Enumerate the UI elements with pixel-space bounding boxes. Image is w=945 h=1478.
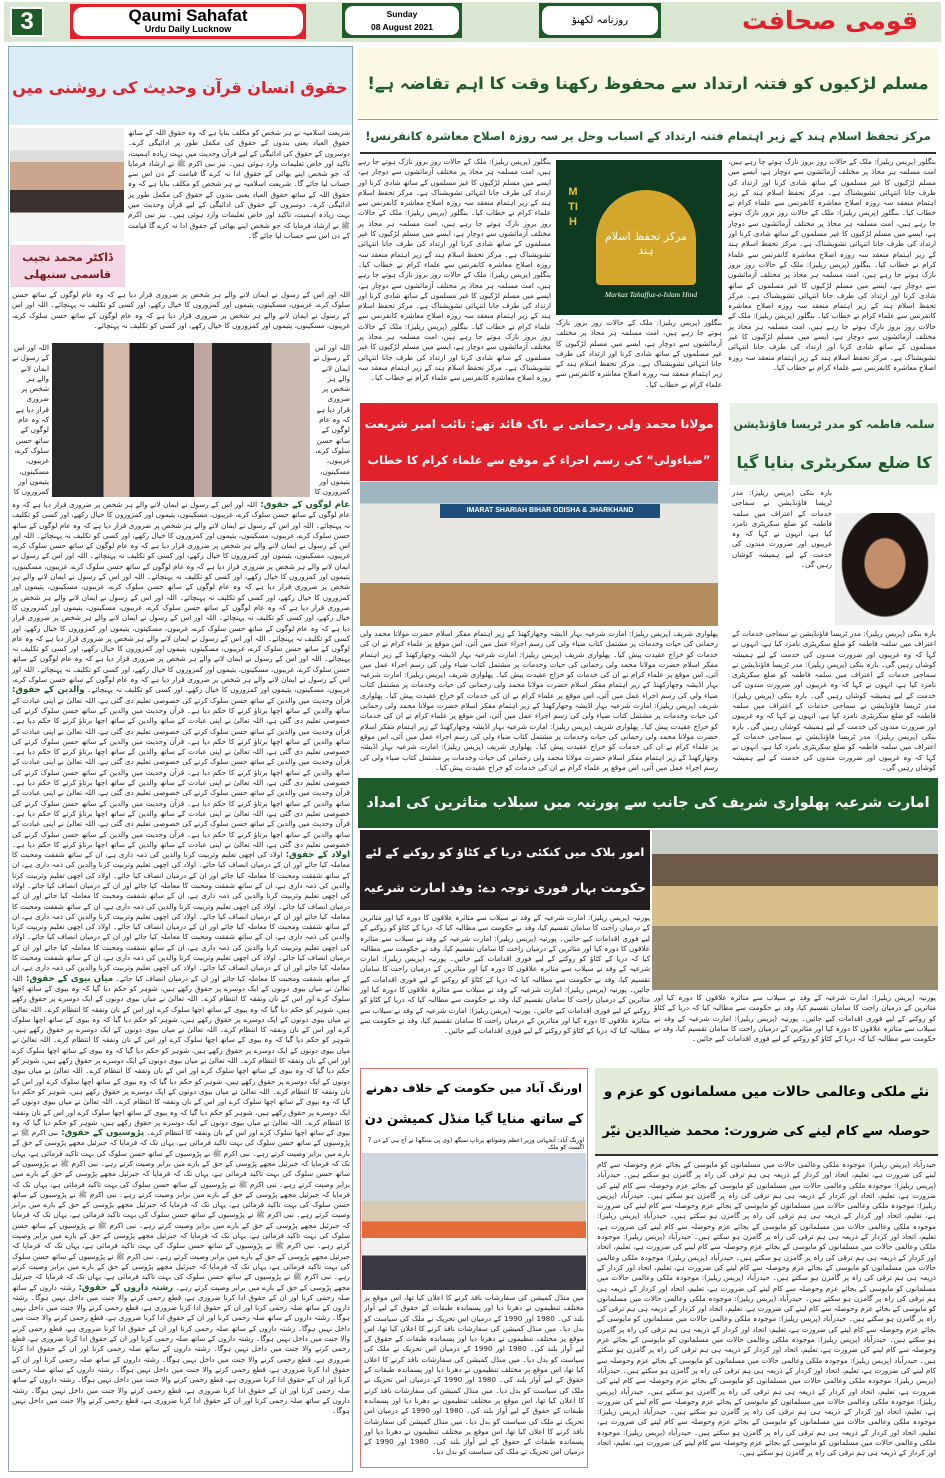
main-subheadline: مرکز تحفظ اسلام ہند کے زیر اہتمام فتنہ ارتداد کے اسباب وحل پر سہ روزہ اصلاح معاشرہ کانفرنس! (365, 129, 931, 143)
section-title: رشتہ داروں کے حقوق: (75, 1282, 174, 1293)
aurangabad-text: میں منڈل کمیشن کی سفارشات نافذ کرنے کا اعلان کیا تھا، اس موقع پر مختلف تنظیموں نے دھرنا دیا اور پسماندہ طبقات کے حقوق کے لیے آواز بلند کی۔ 1980 اور 1990 کے درمیان اس تحریک نے ملک کی سیاست کو بدل دیا۔ میں منڈل کمیشن کی سفارشات نافذ کرنے کا اعلان کیا تھا، اس موقع پر مختلف تنظیموں نے دھرنا دیا اور پسماندہ طبقات کے حقوق کے لیے آواز بلند کی۔ 1980 اور 1990 کے درمیان اس تحریک نے ملک کی سیاست کو بدل دیا۔ میں منڈل کمیشن کی سفارشات نافذ کرنے کا اعلان کیا تھا، اس موقع پر مختلف تنظیموں نے دھرنا دیا اور پسماندہ طبقات کے حقوق کے لیے آواز بلند کی۔ 1980 اور 1990 کے درمیان اس تحریک نے ملک کی سیاست کو بدل دیا۔ میں منڈل کمیشن کی سفارشات نافذ کرنے کا اعلان کیا تھا، اس موقع پر مختلف تنظیموں نے دھرنا دیا اور پسماندہ طبقات کے حقوق کے لیے آواز بلند کی۔ 1980 اور 1990 کے درمیان اس تحریک نے ملک کی سیاست کو بدل دیا۔ میں منڈل کمیشن کی سفارشات نافذ کرنے کا اعلان کیا تھا، اس موقع پر مختلف تنظیموں نے دھرنا دیا اور پسماندہ طبقات کے حقوق کے لیے آواز بلند کی۔ 1980 اور 1990 کے درمیان اس تحریک نے ملک کی سیاست کو بدل دیا۔ (364, 1293, 585, 1457)
rahmani-text: پھلواری شریف (پریس ریلیز): امارت شرعیہ بہار اڈیشہ وجھارکھنڈ کے زیر اہتمام مفکر اسلام حضرت مولانا محمد ولی رحمانی کی حیات وخدمات پر مشتمل کتاب ضیاء ولی کی رسم اجراء عمل میں آئی، اس موقع پر علماء کرام نے ان کی خدمات کو خراج عقیدت پیش کیا۔ پھلواری شریف (پریس ریلیز): امارت شرعیہ بہار اڈیشہ وجھارکھنڈ کے زیر اہتمام مفکر اسلام حضرت مولانا محمد ولی رحمانی کی حیات وخدمات پر مشتمل کتاب ضیاء ولی کی رسم اجراء عمل میں آئی، اس موقع پر علماء کرام نے ان کی خدمات کو خراج عقیدت پیش کیا۔ پھلواری شریف (پریس ریلیز): امارت شرعیہ بہار اڈیشہ وجھارکھنڈ کے زیر اہتمام مفکر اسلام حضرت مولانا محمد ولی رحمانی کی حیات وخدمات پر مشتمل کتاب ضیاء ولی کی رسم اجراء عمل میں آئی، اس موقع پر علماء کرام نے ان کی خدمات کو خراج عقیدت پیش کیا۔ پھلواری شریف (پریس ریلیز): امارت شرعیہ بہار اڈیشہ وجھارکھنڈ کے زیر اہتمام مفکر اسلام حضرت مولانا محمد ولی رحمانی کی حیات وخدمات پر مشتمل کتاب ضیاء ولی کی رسم اجراء عمل میں آئی، اس موقع پر علماء کرام نے ان کی خدمات کو خراج عقیدت پیش کیا۔ پھلواری شریف (پریس ریلیز): امارت شرعیہ بہار اڈیشہ وجھارکھنڈ کے زیر اہتمام مفکر اسلام حضرت مولانا محمد ولی رحمانی کی حیات وخدمات پر مشتمل کتاب ضیاء ولی کی رسم اجراء عمل میں آئی، اس موقع پر علماء کرام نے ان کی خدمات کو خراج عقیدت پیش کیا۔ پھلواری شریف (پریس ریلیز): امارت شرعیہ بہار اڈیشہ وجھارکھنڈ کے زیر اہتمام مفکر اسلام حضرت مولانا محمد ولی رحمانی کی حیات وخدمات پر مشتمل کتاب ضیاء ولی کی رسم اجراء عمل میں آئی، اس موقع پر علماء کرام نے ان کی خدمات کو خراج عقیدت پیش کیا۔ (360, 629, 718, 772)
left-body-text: اللہ اور اس کے رسول نے ایمان لانے والے ہر شخص پر ضروری قرار دیا ہے کہ وہ عام لوگوں کے ساتھ حسن سلوک کرے، غریبوں، مسکینوں، یتیموں اور کمزوروں کا خیال رکھے، اور کسی کو تکلیف نہ پہنچائے۔ اللہ اور اس کے رسول نے ایمان لانے والے ہر شخص پر ضروری قرار دیا ہے کہ وہ عام لوگوں کے ساتھ حسن سلوک کرے، غریبوں، مسکینوں، یتیموں اور کمزوروں کا خیال رکھے، اور کسی کو تکلیف نہ پہنچائے۔ (12, 290, 350, 330)
salma-headline-2: کا ضلع سکریٹری بنایا گیا (736, 453, 932, 472)
main-text-col2: بنگلور (پریس ریلیز): ملک کے حالات روز بروز نازک ہوتے جا رہے ہیں، امت مسلمہ ہر محاذ پر مختلف آزمائشوں سے دوچار ہے، ایسے میں مسلم لڑکیوں کا غیر مسلموں کے ساتھ شادی کرنا اور ارتداد کی طرف جانا انتہائی تشویشناک ہے۔ مرکز تحفظ اسلام ہند کے زیر اہتمام منعقد سہ روزہ اصلاح معاشرہ کانفرنس سے علماء کرام نے خطاب کیا۔ بنگلور (پریس ریلیز): ملک کے حالات روز بروز نازک ہوتے جا رہے ہیں، امت مسلمہ ہر محاذ پر مختلف آزمائشوں سے دوچار ہے، ایسے میں مسلم لڑکیوں کا غیر مسلموں کے ساتھ شادی کرنا اور ارتداد کی طرف جانا انتہائی تشویشناک ہے۔ مرکز تحفظ اسلام ہند کے زیر اہتمام منعقد سہ روزہ اصلاح معاشرہ کانفرنس سے علماء کرام نے خطاب کیا۔ بنگلور (پریس ریلیز): ملک کے حالات روز بروز نازک ہوتے جا رہے ہیں، امت مسلمہ ہر محاذ پر مختلف آزمائشوں سے دوچار ہے، ایسے میں مسلم لڑکیوں کا غیر مسلموں کے ساتھ شادی کرنا اور ارتداد کی طرف جانا انتہائی تشویشناک ہے۔ مرکز تحفظ اسلام ہند کے زیر اہتمام منعقد سہ روزہ اصلاح معاشرہ کانفرنس سے علماء کرام نے خطاب کیا۔ بنگلور (پریس ریلیز): ملک کے حالات روز بروز نازک ہوتے جا رہے ہیں، امت مسلمہ ہر محاذ پر مختلف آزمائشوں سے دوچار ہے، ایسے میں مسلم لڑکیوں کا غیر مسلموں کے ساتھ شادی کرنا اور ارتداد کی طرف جانا انتہائی تشویشناک ہے۔ مرکز تحفظ اسلام ہند کے زیر اہتمام منعقد سہ روزہ اصلاح معاشرہ کانفرنس سے علماء کرام نے خطاب کیا۔ (358, 157, 551, 383)
logo-en: Markaz Tahaffuz-e-Islam Hind (604, 290, 698, 299)
author-name: ڈاکٹر محمد نجیب قاسمی سنبھلی (22, 251, 113, 281)
paper-name-box (70, 4, 306, 39)
logo-urdu: مرکز تحفظ اسلام ہند (604, 230, 688, 257)
section-text: رشتہ داروں کے ساتھ صلہ رحمی کرنا اور ان کے حقوق ادا کرنا ضروری ہے، قطع رحمی کرنے والا جنت میں داخل نہیں ہوگا۔ رشتہ داروں کے ساتھ صلہ رحمی کرنا اور ان کے حقوق ادا کرنا ضروری ہے، قطع رحمی کرنے والا جنت میں داخل نہیں ہوگا۔ رشتہ داروں کے ساتھ صلہ رحمی کرنا اور ان کے حقوق ادا کرنا ضروری ہے، قطع رحمی کرنے والا جنت میں داخل نہیں ہوگا۔ رشتہ داروں کے ساتھ صلہ رحمی کرنا اور ان کے حقوق ادا کرنا ضروری ہے، قطع رحمی کرنے والا جنت میں داخل نہیں ہوگا۔ رشتہ داروں کے ساتھ صلہ رحمی کرنا اور ان کے حقوق ادا کرنا ضروری ہے، قطع رحمی کرنے والا جنت میں داخل نہیں ہوگا۔ رشتہ داروں کے ساتھ صلہ رحمی کرنا اور ان کے حقوق ادا کرنا ضروری ہے، قطع رحمی کرنے والا جنت میں داخل نہیں ہوگا۔ رشتہ داروں کے ساتھ صلہ رحمی کرنا اور ان کے حقوق ادا کرنا ضروری ہے، قطع رحمی کرنے والا جنت میں داخل نہیں ہوگا۔ رشتہ داروں کے ساتھ صلہ رحمی کرنا اور ان کے حقوق ادا کرنا ضروری ہے، قطع رحمی کرنے والا جنت میں داخل نہیں ہوگا۔ رشتہ داروں کے ساتھ صلہ رحمی کرنا اور ان کے حقوق ادا کرنا ضروری ہے، قطع رحمی کرنے والا جنت میں داخل نہیں ہوگا۔ رشتہ داروں کے ساتھ صلہ رحمی کرنا اور ان کے حقوق ادا کرنا ضروری ہے، قطع رحمی کرنے والا جنت میں داخل نہیں ہوگا۔ (12, 1282, 350, 1416)
flood-box-line-2: حکومت بہار فوری توجہ دے: وفد امارت شرعیہ (363, 880, 646, 895)
zia-headline-2: حوصلہ سے کام لینے کی ضرورت: محمد ضیاالدین نیّر (602, 1124, 931, 1139)
roznama-box (539, 3, 661, 38)
flood-box-line-1: امور بلاک میں کنکئی دریا کے کٹاؤ کو روکنے کے لئے (365, 845, 645, 859)
main-text-under-logo: بنگلور (پریس ریلیز): ملک کے حالات روز بروز نازک ہوتے جا رہے ہیں، امت مسلمہ ہر محاذ پر مختلف آزمائشوں سے دوچار ہے، ایسے میں مسلم لڑکیوں کا غیر مسلموں کے ساتھ شادی کرنا اور ارتداد کی طرف جانا انتہائی تشویشناک ہے۔ مرکز تحفظ اسلام ہند کے زیر اہتمام منعقد سہ روزہ اصلاح معاشرہ کانفرنس سے علماء کرام نے خطاب کیا۔ (556, 318, 722, 389)
section-title: عام لوگوں کے حقوق: (257, 500, 350, 510)
zia-text: حیدرآباد (پریس ریلیز): موجودہ ملکی وعالمی حالات میں مسلمانوں کو مایوسی کے بجائے عزم وحوصلہ سے کام لینے کی ضرورت ہے، تعلیم، اتحاد اور کردار کے ذریعہ ہی ہم ترقی کی راہ پر گامزن ہو سکتے ہیں۔ حیدرآباد (پریس ریلیز): موجودہ ملکی وعالمی حالات میں مسلمانوں کو مایوسی کے بجائے عزم وحوصلہ سے کام لینے کی ضرورت ہے، تعلیم، اتحاد اور کردار کے ذریعہ ہی ہم ترقی کی راہ پر گامزن ہو سکتے ہیں۔ حیدرآباد (پریس ریلیز): موجودہ ملکی وعالمی حالات میں مسلمانوں کو مایوسی کے بجائے عزم وحوصلہ سے کام لینے کی ضرورت ہے، تعلیم، اتحاد اور کردار کے ذریعہ ہی ہم ترقی کی راہ پر گامزن ہو سکتے ہیں۔ حیدرآباد (پریس ریلیز): موجودہ ملکی وعالمی حالات میں مسلمانوں کو مایوسی کے بجائے عزم وحوصلہ سے کام لینے کی ضرورت ہے، تعلیم، اتحاد اور کردار کے ذریعہ ہی ہم ترقی کی راہ پر گامزن ہو سکتے ہیں۔ حیدرآباد (پریس ریلیز): موجودہ ملکی وعالمی حالات میں مسلمانوں کو مایوسی کے بجائے عزم وحوصلہ سے کام لینے کی ضرورت ہے، تعلیم، اتحاد اور کردار کے ذریعہ ہی ہم ترقی کی راہ پر گامزن ہو سکتے ہیں۔ حیدرآباد (پریس ریلیز): موجودہ ملکی وعالمی حالات میں مسلمانوں کو مایوسی کے بجائے عزم وحوصلہ سے کام لینے کی ضرورت ہے، تعلیم، اتحاد اور کردار کے ذریعہ ہی ہم ترقی کی راہ پر گامزن ہو سکتے ہیں۔ حیدرآباد (پریس ریلیز): موجودہ ملکی وعالمی حالات میں مسلمانوں کو مایوسی کے بجائے عزم وحوصلہ سے کام لینے کی ضرورت ہے، تعلیم، اتحاد اور کردار کے ذریعہ ہی ہم ترقی کی راہ پر گامزن ہو سکتے ہیں۔ حیدرآباد (پریس ریلیز): موجودہ ملکی وعالمی حالات میں مسلمانوں کو مایوسی کے بجائے عزم وحوصلہ سے کام لینے کی ضرورت ہے، تعلیم، اتحاد اور کردار کے ذریعہ ہی ہم ترقی کی راہ پر گامزن ہو سکتے ہیں۔ حیدرآباد (پریس ریلیز): موجودہ ملکی وعالمی حالات میں مسلمانوں کو مایوسی کے بجائے عزم وحوصلہ سے کام لینے کی ضرورت ہے، تعلیم، اتحاد اور کردار کے ذریعہ ہی ہم ترقی کی راہ پر گامزن ہو سکتے ہیں۔ حیدرآباد (پریس ریلیز): موجودہ ملکی وعالمی حالات میں مسلمانوں کو مایوسی کے بجائے عزم وحوصلہ سے کام لینے کی ضرورت ہے، تعلیم، اتحاد اور کردار کے ذریعہ ہی ہم ترقی کی راہ پر گامزن ہو سکتے ہیں۔ حیدرآباد (پریس ریلیز): موجودہ ملکی وعالمی حالات میں مسلمانوں کو مایوسی کے بجائے عزم وحوصلہ سے کام لینے کی ضرورت ہے، تعلیم، اتحاد اور کردار کے ذریعہ ہی ہم ترقی کی راہ پر گامزن ہو سکتے ہیں۔ حیدرآباد (پریس ریلیز): موجودہ ملکی وعالمی حالات میں مسلمانوں کو مایوسی کے بجائے عزم وحوصلہ سے کام لینے کی ضرورت ہے، تعلیم، اتحاد اور کردار کے ذریعہ ہی ہم ترقی کی راہ پر گامزن ہو سکتے ہیں۔ حیدرآباد (پریس ریلیز): موجودہ ملکی وعالمی حالات میں مسلمانوں کو مایوسی کے بجائے عزم وحوصلہ سے کام لینے کی ضرورت ہے، تعلیم، اتحاد اور کردار کے ذریعہ ہی ہم ترقی کی راہ پر گامزن ہو سکتے ہیں۔ حیدرآباد (پریس ریلیز): موجودہ ملکی وعالمی حالات میں مسلمانوں کو مایوسی کے بجائے عزم وحوصلہ سے کام لینے کی ضرورت ہے، تعلیم، اتحاد اور کردار کے ذریعہ ہی ہم ترقی کی راہ پر گامزن ہو سکتے ہیں۔ حیدرآباد (پریس ریلیز): موجودہ ملکی وعالمی حالات میں مسلمانوں کو مایوسی کے بجائے عزم وحوصلہ سے کام لینے کی ضرورت ہے، تعلیم، اتحاد اور کردار کے ذریعہ ہی ہم ترقی کی راہ پر گامزن ہو سکتے ہیں۔ (597, 1160, 936, 1458)
section-text: اولاد کی اچھی تعلیم وتربیت کرنا والدین کی ذمہ داری ہے، ان کے ساتھ شفقت ومحبت کا معاملہ کیا جائے اور ان کے درمیان انصاف کیا جائے۔ اولاد کی اچھی تعلیم وتربیت کرنا والدین کی ذمہ داری ہے، ان کے ساتھ شفقت ومحبت کا معاملہ کیا جائے اور ان کے درمیان انصاف کیا جائے۔ اولاد کی اچھی تعلیم وتربیت کرنا والدین کی ذمہ داری ہے، ان کے ساتھ شفقت ومحبت کا معاملہ کیا جائے اور ان کے درمیان انصاف کیا جائے۔ اولاد کی اچھی تعلیم وتربیت کرنا والدین کی ذمہ داری ہے، ان کے ساتھ شفقت ومحبت کا معاملہ کیا جائے اور ان کے درمیان انصاف کیا جائے۔ اولاد کی اچھی تعلیم وتربیت کرنا والدین کی ذمہ داری ہے، ان کے ساتھ شفقت ومحبت کا معاملہ کیا جائے اور ان کے درمیان انصاف کیا جائے۔ اولاد کی اچھی تعلیم وتربیت کرنا والدین کی ذمہ داری ہے، ان کے ساتھ شفقت ومحبت کا معاملہ کیا جائے اور ان کے درمیان انصاف کیا جائے۔ اولاد کی اچھی تعلیم وتربیت کرنا والدین کی ذمہ داری ہے، ان کے ساتھ شفقت ومحبت کا معاملہ کیا جائے اور ان کے درمیان انصاف کیا جائے۔ اولاد کی اچھی تعلیم وتربیت کرنا والدین کی ذمہ داری ہے، ان کے ساتھ شفقت ومحبت کا معاملہ کیا جائے اور ان کے درمیان انصاف کیا جائے۔ اولاد کی اچھی تعلیم وتربیت کرنا والدین کی ذمہ داری ہے، ان کے ساتھ شفقت ومحبت کا معاملہ کیا جائے اور ان کے درمیان انصاف کیا جائے۔ اولاد کی اچھی تعلیم وتربیت کرنا والدین کی ذمہ داری ہے، ان کے ساتھ شفقت ومحبت کا معاملہ کیا جائے اور ان کے درمیان انصاف کیا جائے۔ (12, 850, 350, 983)
left-side-text-right: اللہ اور اس کے رسول نے ایمان لانے والے ہر شخص پر ضروری قرار دیا ہے کہ وہ عام لوگوں کے ساتھ حسن سلوک کرے، غریبوں، مسکینوں، یتیموں اور کمزوروں کا (313, 343, 350, 497)
logo-letters: MTIH (568, 186, 578, 228)
paper-tagline: Urdu Daily Lucknow (144, 24, 232, 34)
main-headline: مسلم لڑکیوں کو فتنہ ارتداد سے محفوظ رکھنا وقت کا اہم تقاضہ ہے! (367, 74, 929, 93)
salma-photo (835, 513, 935, 625)
flood-banner: امارت شرعیہ پھلواری شریف کی جانب سے پورنیہ میں سیلاب متاثرین کی امداد (366, 795, 930, 811)
main-text-col1: بنگلور (پریس ریلیز): ملک کے حالات روز بروز نازک ہوتے جا رہے ہیں، امت مسلمہ ہر محاذ پر مختلف آزمائشوں سے دوچار ہے، ایسے میں مسلم لڑکیوں کا غیر مسلموں کے ساتھ شادی کرنا اور ارتداد کی طرف جانا انتہائی تشویشناک ہے۔ مرکز تحفظ اسلام ہند کے زیر اہتمام منعقد سہ روزہ اصلاح معاشرہ کانفرنس سے علماء کرام نے خطاب کیا۔ بنگلور (پریس ریلیز): ملک کے حالات روز بروز نازک ہوتے جا رہے ہیں، امت مسلمہ ہر محاذ پر مختلف آزمائشوں سے دوچار ہے، ایسے میں مسلم لڑکیوں کا غیر مسلموں کے ساتھ شادی کرنا اور ارتداد کی طرف جانا انتہائی تشویشناک ہے۔ مرکز تحفظ اسلام ہند کے زیر اہتمام منعقد سہ روزہ اصلاح معاشرہ کانفرنس سے علماء کرام نے خطاب کیا۔ بنگلور (پریس ریلیز): ملک کے حالات روز بروز نازک ہوتے جا رہے ہیں، امت مسلمہ ہر محاذ پر مختلف آزمائشوں سے دوچار ہے، ایسے میں مسلم لڑکیوں کا غیر مسلموں کے ساتھ شادی کرنا اور ارتداد کی طرف جانا انتہائی تشویشناک ہے۔ مرکز تحفظ اسلام ہند کے زیر اہتمام منعقد سہ روزہ اصلاح معاشرہ کانفرنس سے علماء کرام نے خطاب کیا۔ بنگلور (پریس ریلیز): ملک کے حالات روز بروز نازک ہوتے جا رہے ہیں، امت مسلمہ ہر محاذ پر مختلف آزمائشوں سے دوچار ہے، ایسے میں مسلم لڑکیوں کا غیر مسلموں کے ساتھ شادی کرنا اور ارتداد کی طرف جانا انتہائی تشویشناک ہے۔ مرکز تحفظ اسلام ہند کے زیر اہتمام منعقد سہ روزہ اصلاح معاشرہ کانفرنس سے علماء کرام نے خطاب کیا۔ (728, 157, 936, 372)
section-title: اولاد کے حقوق: (282, 850, 350, 861)
book-release-photo (360, 482, 718, 626)
aurangabad-headline-2: کے ساتھ منایا گیا منڈل کمیشن دن (364, 1112, 584, 1127)
day: Sunday (386, 9, 418, 19)
section-text: اللہ اور اس کے رسول نے ایمان لانے والے ہر شخص پر ضروری قرار دیا ہے کہ وہ عام لوگوں کے ساتھ حسن سلوک کرے، غریبوں، مسکینوں، یتیموں اور کمزوروں کا خیال رکھے، اور کسی کو تکلیف نہ پہنچائے۔ اللہ اور اس کے رسول نے ایمان لانے والے ہر شخص پر ضروری قرار دیا ہے کہ وہ عام لوگوں کے ساتھ حسن سلوک کرے، غریبوں، مسکینوں، یتیموں اور کمزوروں کا خیال رکھے، اور کسی کو تکلیف نہ پہنچائے۔ اللہ اور اس کے رسول نے ایمان لانے والے ہر شخص پر ضروری قرار دیا ہے کہ وہ عام لوگوں کے ساتھ حسن سلوک کرے، غریبوں، مسکینوں، یتیموں اور کمزوروں کا خیال رکھے، اور کسی کو تکلیف نہ پہنچائے۔ اللہ اور اس کے رسول نے ایمان لانے والے ہر شخص پر ضروری قرار دیا ہے کہ وہ عام لوگوں کے ساتھ حسن سلوک کرے، غریبوں، مسکینوں، یتیموں اور کمزوروں کا خیال رکھے، اور کسی کو تکلیف نہ پہنچائے۔ اللہ اور اس کے رسول نے ایمان لانے والے ہر شخص پر ضروری قرار دیا ہے کہ وہ عام لوگوں کے ساتھ حسن سلوک کرے، غریبوں، مسکینوں، یتیموں اور کمزوروں کا خیال رکھے، اور کسی کو تکلیف نہ پہنچائے۔ اللہ اور اس کے رسول نے ایمان لانے والے ہر شخص پر ضروری قرار دیا ہے کہ وہ عام لوگوں کے ساتھ حسن سلوک کرے، غریبوں، مسکینوں، یتیموں اور کمزوروں کا خیال رکھے، اور کسی کو تکلیف نہ پہنچائے۔ اللہ اور اس کے رسول نے ایمان لانے والے ہر شخص پر ضروری قرار دیا ہے کہ وہ عام لوگوں کے ساتھ حسن سلوک کرے، غریبوں، مسکینوں، یتیموں اور کمزوروں کا خیال رکھے، اور کسی کو تکلیف نہ پہنچائے۔ اللہ اور اس کے رسول نے ایمان لانے والے ہر شخص پر ضروری قرار دیا ہے کہ وہ عام لوگوں کے ساتھ حسن سلوک کرے، غریبوں، مسکینوں، یتیموں اور کمزوروں کا خیال رکھے، اور کسی کو تکلیف نہ پہنچائے۔ اللہ اور اس کے رسول نے ایمان لانے والے ہر شخص پر ضروری قرار دیا ہے کہ وہ عام لوگوں کے ساتھ حسن سلوک کرے، غریبوں، مسکینوں، یتیموں اور کمزوروں کا خیال رکھے، اور کسی کو تکلیف نہ پہنچائے۔ اللہ اور اس کے رسول نے ایمان لانے والے ہر شخص پر ضروری قرار دیا ہے کہ وہ عام لوگوں کے ساتھ حسن سلوک کرے، غریبوں، مسکینوں، یتیموں اور کمزوروں کا خیال رکھے، اور کسی کو تکلیف نہ پہنچائے۔ (12, 500, 350, 695)
salma-text-top: بارہ بنکی (پریس ریلیز): مدر ٹریسا فاؤنڈیشن نے سماجی خدمات کے اعتراف میں سلمہ فاطمہ کو ضلع سکریٹری نامزد کیا ہے، انہوں نے کہا کہ وہ غریبوں اور ضرورت مندوں کی خدمت کے لیے ہمیشہ کوشاں رہیں گی۔ (732, 488, 832, 570)
imarat-banner: IMARAT SHARIAH BIHAR ODISHA & JHARKHAND (440, 504, 660, 518)
section-title: پڑوسیوں کے حقوق: (58, 1128, 145, 1139)
left-side-text-left: اللہ اور اس کے رسول نے ایمان لانے والے ہر شخص پر ضروری قرار دیا ہے کہ وہ عام لوگوں کے ساتھ حسن سلوک کرے، غریبوں، مسکینوں، یتیموں اور کمزوروں کا (12, 343, 49, 497)
paper-logo-urdu: قومی صحافت (742, 6, 918, 35)
rahmani-headline-2: ”ضیاءولی“ کی رسم اجراء کے موقع سے علماء کرام کا خطاب (367, 453, 711, 467)
protest-photo (362, 1153, 586, 1290)
aurangabad-caption: اورنگ آباد: آنجہانی وزیر اعظم وشوناتھ پرتاپ سنگھ (وی پی سنگھ) نے آج ہی کے دن 7 اگست کو ملک (367, 1137, 584, 1151)
author-photo (10, 128, 124, 241)
date: 08 August 2021 (370, 22, 434, 32)
date-box (342, 3, 462, 38)
left-sections (12, 500, 350, 1465)
section-text: اللہ تعالیٰ نے میاں بیوی دونوں کے ایک دوسرے پر حقوق رکھے ہیں، شوہر کو حکم دیا گیا کہ وہ بیوی کے ساتھ اچھا سلوک کرے اور اس کے نان ونفقہ کا انتظام کرے۔ اللہ تعالیٰ نے میاں بیوی دونوں کے ایک دوسرے پر حقوق رکھے ہیں، شوہر کو حکم دیا گیا کہ وہ بیوی کے ساتھ اچھا سلوک کرے اور اس کے نان ونفقہ کا انتظام کرے۔ اللہ تعالیٰ نے میاں بیوی دونوں کے ایک دوسرے پر حقوق رکھے ہیں، شوہر کو حکم دیا گیا کہ وہ بیوی کے ساتھ اچھا سلوک کرے اور اس کے نان ونفقہ کا انتظام کرے۔ اللہ تعالیٰ نے میاں بیوی دونوں کے ایک دوسرے پر حقوق رکھے ہیں، شوہر کو حکم دیا گیا کہ وہ بیوی کے ساتھ اچھا سلوک کرے اور اس کے نان ونفقہ کا انتظام کرے۔ اللہ تعالیٰ نے میاں بیوی دونوں کے ایک دوسرے پر حقوق رکھے ہیں، شوہر کو حکم دیا گیا کہ وہ بیوی کے ساتھ اچھا سلوک کرے اور اس کے نان ونفقہ کا انتظام کرے۔ اللہ تعالیٰ نے میاں بیوی دونوں کے ایک دوسرے پر حقوق رکھے ہیں، شوہر کو حکم دیا گیا کہ وہ بیوی کے ساتھ اچھا سلوک کرے اور اس کے نان ونفقہ کا انتظام کرے۔ اللہ تعالیٰ نے میاں بیوی دونوں کے ایک دوسرے پر حقوق رکھے ہیں، شوہر کو حکم دیا گیا کہ وہ بیوی کے ساتھ اچھا سلوک کرے اور اس کے نان ونفقہ کا انتظام کرے۔ اللہ تعالیٰ نے میاں بیوی دونوں کے ایک دوسرے پر حقوق رکھے ہیں، شوہر کو حکم دیا گیا کہ وہ بیوی کے ساتھ اچھا سلوک کرے اور اس کے نان ونفقہ کا انتظام کرے۔ اللہ تعالیٰ نے میاں بیوی دونوں کے ایک دوسرے پر حقوق رکھے ہیں، شوہر کو حکم دیا گیا کہ وہ بیوی کے ساتھ اچھا سلوک کرے اور اس کے نان ونفقہ کا انتظام کرے۔ اللہ تعالیٰ نے میاں بیوی دونوں کے ایک دوسرے پر حقوق رکھے ہیں، شوہر کو حکم دیا گیا کہ وہ بیوی کے ساتھ اچھا سلوک کرے اور اس کے نان ونفقہ کا انتظام کرے۔ (12, 973, 350, 1138)
rahmani-headline-1: مولانا محمد ولی رحمانی بے باک قائد تھے: نائب امیر شریعت (364, 417, 714, 431)
flood-text-right: پورنیہ (پریس ریلیز): امارت شرعیہ کے وفد نے سیلاب سے متاثرہ علاقوں کا دورہ کیا اور متاثرین کے درمیان راحت کا سامان تقسیم کیا، وفد نے حکومت سے مطالبہ کیا کہ دریا کے کٹاؤ کو روکنے کے لیے فوری اقدامات کیے جائیں۔ پورنیہ (پریس ریلیز): امارت شرعیہ کے وفد نے سیلاب سے متاثرہ علاقوں کا دورہ کیا اور متاثرین کے درمیان راحت کا سامان تقسیم کیا، وفد نے حکومت سے مطالبہ کیا کہ دریا کے کٹاؤ کو روکنے کے لیے فوری اقدامات کیے جائیں۔ (654, 993, 936, 1044)
zia-headline-1: نئے ملکی وعالمی حالات میں مسلمانوں کو عزم و (603, 1084, 930, 1100)
women-photo (52, 343, 310, 497)
flood-text: پورنیہ (پریس ریلیز): امارت شرعیہ کے وفد نے سیلاب سے متاثرہ علاقوں کا دورہ کیا اور متاثرین کے درمیان راحت کا سامان تقسیم کیا، وفد نے حکومت سے مطالبہ کیا کہ دریا کے کٹاؤ کو روکنے کے لیے فوری اقدامات کیے جائیں۔ پورنیہ (پریس ریلیز): امارت شرعیہ کے وفد نے سیلاب سے متاثرہ علاقوں کا دورہ کیا اور متاثرین کے درمیان راحت کا سامان تقسیم کیا، وفد نے حکومت سے مطالبہ کیا کہ دریا کے کٹاؤ کو روکنے کے لیے فوری اقدامات کیے جائیں۔ پورنیہ (پریس ریلیز): امارت شرعیہ کے وفد نے سیلاب سے متاثرہ علاقوں کا دورہ کیا اور متاثرین کے درمیان راحت کا سامان تقسیم کیا، وفد نے حکومت سے مطالبہ کیا کہ دریا کے کٹاؤ کو روکنے کے لیے فوری اقدامات کیے جائیں۔ پورنیہ (پریس ریلیز): امارت شرعیہ کے وفد نے سیلاب سے متاثرہ علاقوں کا دورہ کیا اور متاثرین کے درمیان راحت کا سامان تقسیم کیا، وفد نے حکومت سے مطالبہ کیا کہ دریا کے کٹاؤ کو روکنے کے لیے فوری اقدامات کیے جائیں۔ پورنیہ (پریس ریلیز): امارت شرعیہ کے وفد نے سیلاب سے متاثرہ علاقوں کا دورہ کیا اور متاثرین کے درمیان راحت کا سامان تقسیم کیا، وفد نے حکومت سے مطالبہ کیا کہ دریا کے کٹاؤ کو روکنے کے لیے فوری اقدامات کیے جائیں۔ (360, 913, 650, 1036)
roznama-label: روزنامہ لکھنؤ (542, 6, 658, 35)
subheadline-rule (360, 152, 936, 154)
section-title: میاں بیوی کے حقوق: (22, 973, 114, 984)
aurangabad-headline-1: اورنگ آباد میں حکومت کے خلاف دھرنے (366, 1081, 582, 1095)
page-number: 3 (10, 7, 44, 37)
salma-headline-1: سلمہ فاطمہ کو مدر ٹریسا فاؤنڈیشن (733, 418, 935, 431)
mtih-logo (556, 160, 722, 315)
section-text: قرآن وحدیث میں والدین کے ساتھ حسن سلوک کرنے کی خصوصی تعلیم دی گئی ہے، اللہ تعالیٰ نے اپنی عبادت کے ساتھ والدین کے ساتھ اچھا برتاؤ کرنے کا حکم دیا ہے۔ قرآن وحدیث میں والدین کے ساتھ حسن سلوک کرنے کی خصوصی تعلیم دی گئی ہے، اللہ تعالیٰ نے اپنی عبادت کے ساتھ والدین کے ساتھ اچھا برتاؤ کرنے کا حکم دیا ہے۔ قرآن وحدیث میں والدین کے ساتھ حسن سلوک کرنے کی خصوصی تعلیم دی گئی ہے، اللہ تعالیٰ نے اپنی عبادت کے ساتھ والدین کے ساتھ اچھا برتاؤ کرنے کا حکم دیا ہے۔ قرآن وحدیث میں والدین کے ساتھ حسن سلوک کرنے کی خصوصی تعلیم دی گئی ہے، اللہ تعالیٰ نے اپنی عبادت کے ساتھ والدین کے ساتھ اچھا برتاؤ کرنے کا حکم دیا ہے۔ قرآن وحدیث میں والدین کے ساتھ حسن سلوک کرنے کی خصوصی تعلیم دی گئی ہے، اللہ تعالیٰ نے اپنی عبادت کے ساتھ والدین کے ساتھ اچھا برتاؤ کرنے کا حکم دیا ہے۔ قرآن وحدیث میں والدین کے ساتھ حسن سلوک کرنے کی خصوصی تعلیم دی گئی ہے، اللہ تعالیٰ نے اپنی عبادت کے ساتھ والدین کے ساتھ اچھا برتاؤ کرنے کا حکم دیا ہے۔ قرآن وحدیث میں والدین کے ساتھ حسن سلوک کرنے کی خصوصی تعلیم دی گئی ہے، اللہ تعالیٰ نے اپنی عبادت کے ساتھ والدین کے ساتھ اچھا برتاؤ کرنے کا حکم دیا ہے۔ قرآن وحدیث میں والدین کے ساتھ حسن سلوک کرنے کی خصوصی تعلیم دی گئی ہے، اللہ تعالیٰ نے اپنی عبادت کے ساتھ والدین کے ساتھ اچھا برتاؤ کرنے کا حکم دیا ہے۔ قرآن وحدیث میں والدین کے ساتھ حسن سلوک کرنے کی خصوصی تعلیم دی گئی ہے، اللہ تعالیٰ نے اپنی عبادت کے ساتھ والدین کے ساتھ اچھا برتاؤ کرنے کا حکم دیا ہے۔ قرآن وحدیث میں والدین کے ساتھ حسن سلوک کرنے کی خصوصی تعلیم دی گئی ہے، اللہ تعالیٰ نے اپنی عبادت کے ساتھ والدین کے ساتھ اچھا برتاؤ کرنے کا حکم دیا ہے۔ (12, 695, 350, 849)
salma-text-bottom: بارہ بنکی (پریس ریلیز): مدر ٹریسا فاؤنڈیشن نے سماجی خدمات کے اعتراف میں سلمہ فاطمہ کو ضلع سکریٹری نامزد کیا ہے، انہوں نے کہا کہ وہ غریبوں اور ضرورت مندوں کی خدمت کے لیے ہمیشہ کوشاں رہیں گی۔ بارہ بنکی (پریس ریلیز): مدر ٹریسا فاؤنڈیشن نے سماجی خدمات کے اعتراف میں سلمہ فاطمہ کو ضلع سکریٹری نامزد کیا ہے، انہوں نے کہا کہ وہ غریبوں اور ضرورت مندوں کی خدمت کے لیے ہمیشہ کوشاں رہیں گی۔ بارہ بنکی (پریس ریلیز): مدر ٹریسا فاؤنڈیشن نے سماجی خدمات کے اعتراف میں سلمہ فاطمہ کو ضلع سکریٹری نامزد کیا ہے، انہوں نے کہا کہ وہ غریبوں اور ضرورت مندوں کی خدمت کے لیے ہمیشہ کوشاں رہیں گی۔ بارہ بنکی (پریس ریلیز): مدر ٹریسا فاؤنڈیشن نے سماجی خدمات کے اعتراف میں سلمہ فاطمہ کو ضلع سکریٹری نامزد کیا ہے، انہوں نے کہا کہ وہ غریبوں اور ضرورت مندوں کی خدمت کے لیے ہمیشہ کوشاں رہیں گی۔ (732, 629, 936, 772)
flood-relief-photo (652, 830, 938, 990)
left-intro-text: شریعت اسلامیہ نے ہر شخص کو مکلف بنایا ہے کہ وہ حقوق اللہ کے ساتھ حقوق العباد یعنی بندوں کے حقوق کی مکمل طور پر ادائیگی کرے۔ دوسروں کے حقوق کی ادائیگی کے لیے قرآن وحدیث میں بہت زیادہ اہمیت، تاکید اور خاص تعلیمات وارد ہوئی ہیں۔ نیز نبی اکرم ﷺ نے ارشاد فرمایا کہ جو شخص اپنے بھائی کے حقوق ادا نہ کرے گا قیامت کے دن اس سے حساب لیا جائے گا۔ شریعت اسلامیہ نے ہر شخص کو مکلف بنایا ہے کہ وہ حقوق اللہ کے ساتھ حقوق العباد یعنی بندوں کے حقوق کی مکمل طور پر ادائیگی کرے۔ دوسروں کے حقوق کی ادائیگی کے لیے قرآن وحدیث میں بہت زیادہ اہمیت، تاکید اور خاص تعلیمات وارد ہوئی ہیں۔ نیز نبی اکرم ﷺ نے ارشاد فرمایا کہ جو شخص اپنے بھائی کے حقوق ادا نہ کرے گا قیامت کے دن اس سے حساب لیا جائے گا۔ (128, 128, 350, 240)
section-text: نبی اکرم ﷺ نے پڑوسیوں کے ساتھ حسن سلوک کی بہت تاکید فرمائی ہے، یہاں تک کہ فرمایا کہ جبرئیل مجھے پڑوسی کے حق کے بارے میں برابر وصیت کرتے رہے۔ نبی اکرم ﷺ نے پڑوسیوں کے ساتھ حسن سلوک کی بہت تاکید فرمائی ہے، یہاں تک کہ فرمایا کہ جبرئیل مجھے پڑوسی کے حق کے بارے میں برابر وصیت کرتے رہے۔ نبی اکرم ﷺ نے پڑوسیوں کے ساتھ حسن سلوک کی بہت تاکید فرمائی ہے، یہاں تک کہ فرمایا کہ جبرئیل مجھے پڑوسی کے حق کے بارے میں برابر وصیت کرتے رہے۔ نبی اکرم ﷺ نے پڑوسیوں کے ساتھ حسن سلوک کی بہت تاکید فرمائی ہے، یہاں تک کہ فرمایا کہ جبرئیل مجھے پڑوسی کے حق کے بارے میں برابر وصیت کرتے رہے۔ نبی اکرم ﷺ نے پڑوسیوں کے ساتھ حسن سلوک کی بہت تاکید فرمائی ہے، یہاں تک کہ فرمایا کہ جبرئیل مجھے پڑوسی کے حق کے بارے میں برابر وصیت کرتے رہے۔ نبی اکرم ﷺ نے پڑوسیوں کے ساتھ حسن سلوک کی بہت تاکید فرمائی ہے، یہاں تک کہ فرمایا کہ جبرئیل مجھے پڑوسی کے حق کے بارے میں برابر وصیت کرتے رہے۔ نبی اکرم ﷺ نے پڑوسیوں کے ساتھ حسن سلوک کی بہت تاکید فرمائی ہے، یہاں تک کہ فرمایا کہ جبرئیل مجھے پڑوسی کے حق کے بارے میں برابر وصیت کرتے رہے۔ نبی اکرم ﷺ نے پڑوسیوں کے ساتھ حسن سلوک کی بہت تاکید فرمائی ہے، یہاں تک کہ فرمایا کہ جبرئیل مجھے پڑوسی کے حق کے بارے میں برابر وصیت کرتے رہے۔ نبی اکرم ﷺ نے پڑوسیوں کے ساتھ حسن سلوک کی بہت تاکید فرمائی ہے، یہاں تک کہ فرمایا کہ جبرئیل مجھے پڑوسی کے حق کے بارے میں برابر وصیت کرتے رہے۔ نبی اکرم ﷺ نے پڑوسیوں کے ساتھ حسن سلوک کی بہت تاکید فرمائی ہے، یہاں تک کہ فرمایا کہ جبرئیل مجھے پڑوسی کے حق کے بارے میں برابر وصیت کرتے رہے۔ (12, 1128, 350, 1292)
section-title: والدین کے حقوق: (12, 685, 85, 696)
left-headline: حقوق انسان قرآن وحدیث کی روشنی میں (12, 78, 348, 97)
paper-name: Qaumi Sahafat (128, 6, 248, 25)
